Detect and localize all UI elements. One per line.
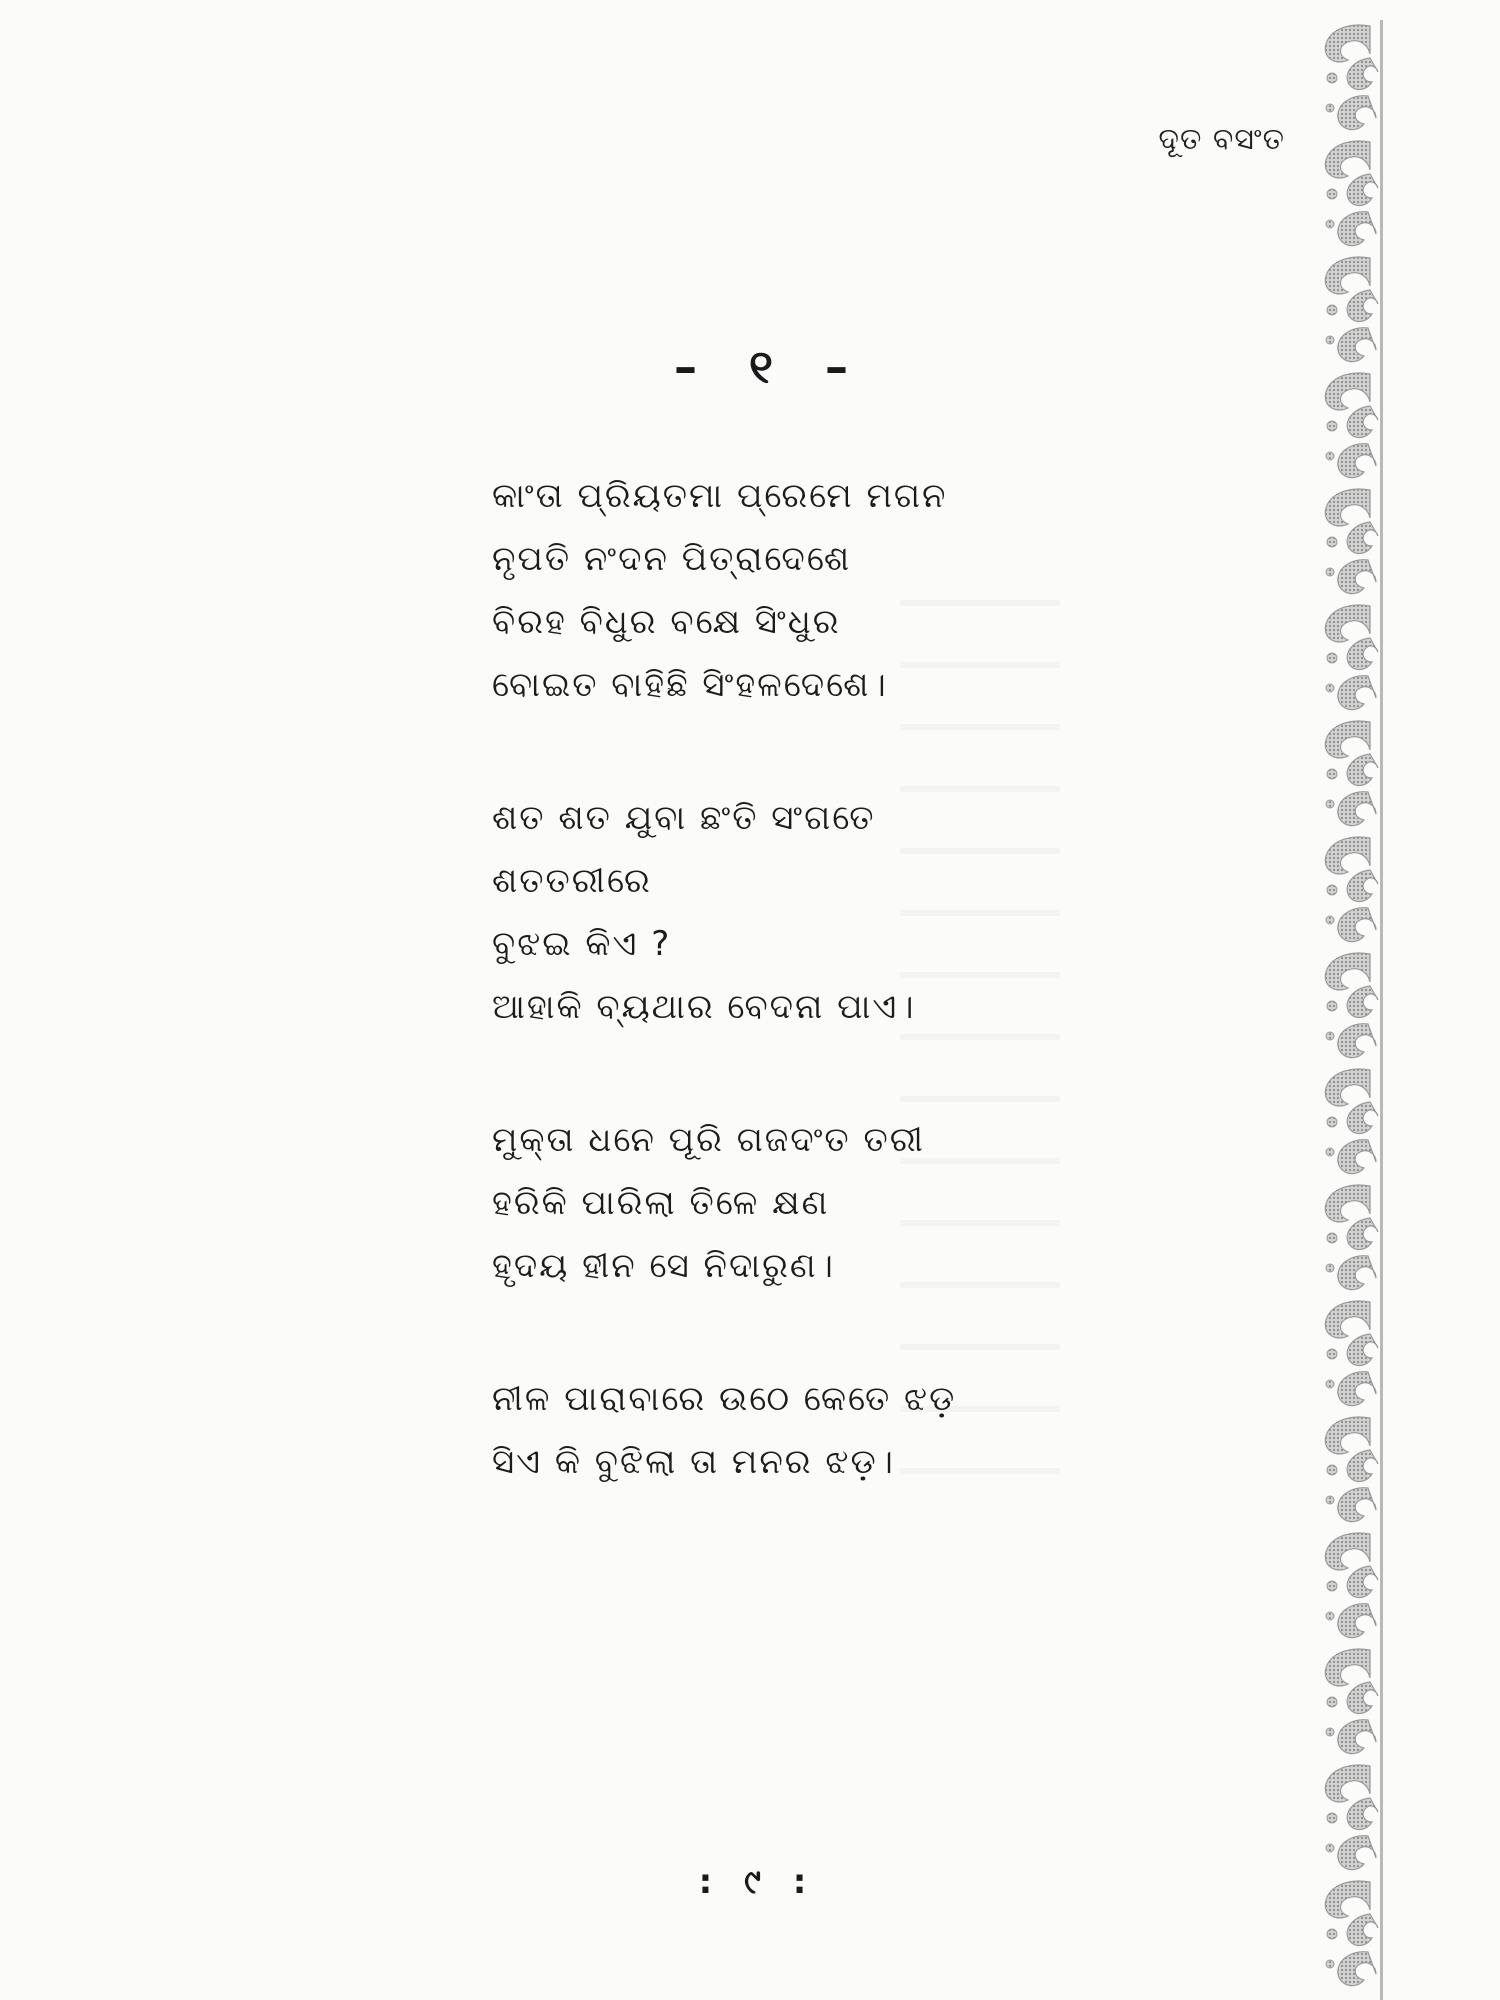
poem-stanza-1 <box>492 465 1112 717</box>
poem-line: ନୃପତି ନଂଦନ ପିତ୍ରାଦେଶେ <box>492 539 852 579</box>
poem-line: ମୁକ୍ତା ଧନେ ପୂରି ଗଜଦଂତ ତରୀ <box>492 1120 925 1160</box>
poem-line: ବିରହ ବିଧୁର ବକ୍ଷେ ସିଂଧୁର <box>492 602 841 642</box>
poem-line: ବୋଇତ ବାହିଛି ସିଂହଳଦେଶେ। <box>492 665 888 705</box>
poem-body <box>492 465 1112 1494</box>
poem-line: ହରିକି ପାରିଲା ତିଳେ କ୍ଷଣ <box>492 1183 830 1223</box>
floral-vine-border-icon <box>1308 20 1388 2000</box>
poem-line: ନୀଳ ପାରାବାରେ ଉଠେ କେତେ ଝଡ଼ <box>492 1379 957 1419</box>
poem-stanza-4 <box>492 1368 1112 1494</box>
poem-stanza-3 <box>492 1109 1112 1298</box>
poem-line: ଶତତରୀରେ <box>492 861 652 901</box>
section-number: – ୧ – <box>674 340 866 394</box>
poem-line: କାଂତା ପ୍ରିୟତମା ପ୍ରେମେ ମଗନ <box>492 476 948 516</box>
poem-line: ସିଏ କି ବୁଝିଲା ତା ମନର ଝଡ଼। <box>492 1442 895 1482</box>
running-header-title: ଦୂତ ବସଂତ <box>1158 122 1285 157</box>
poem-line: ବୁଝଇ କିଏ ? <box>492 924 672 964</box>
page-number: : ୯ : <box>698 1862 817 1902</box>
poem-line: ଶତ ଶତ ଯୁବା ଛଂତି ସଂଗତେ <box>492 798 876 838</box>
poem-stanza-2 <box>492 787 1112 1039</box>
poem-line: ହୃଦୟ ହୀନ ସେ ନିଦାରୁଣ। <box>492 1246 835 1286</box>
poem-line: ଆହାକି ବ୍ୟଥାର ବେଦନା ପାଏ। <box>492 987 916 1027</box>
